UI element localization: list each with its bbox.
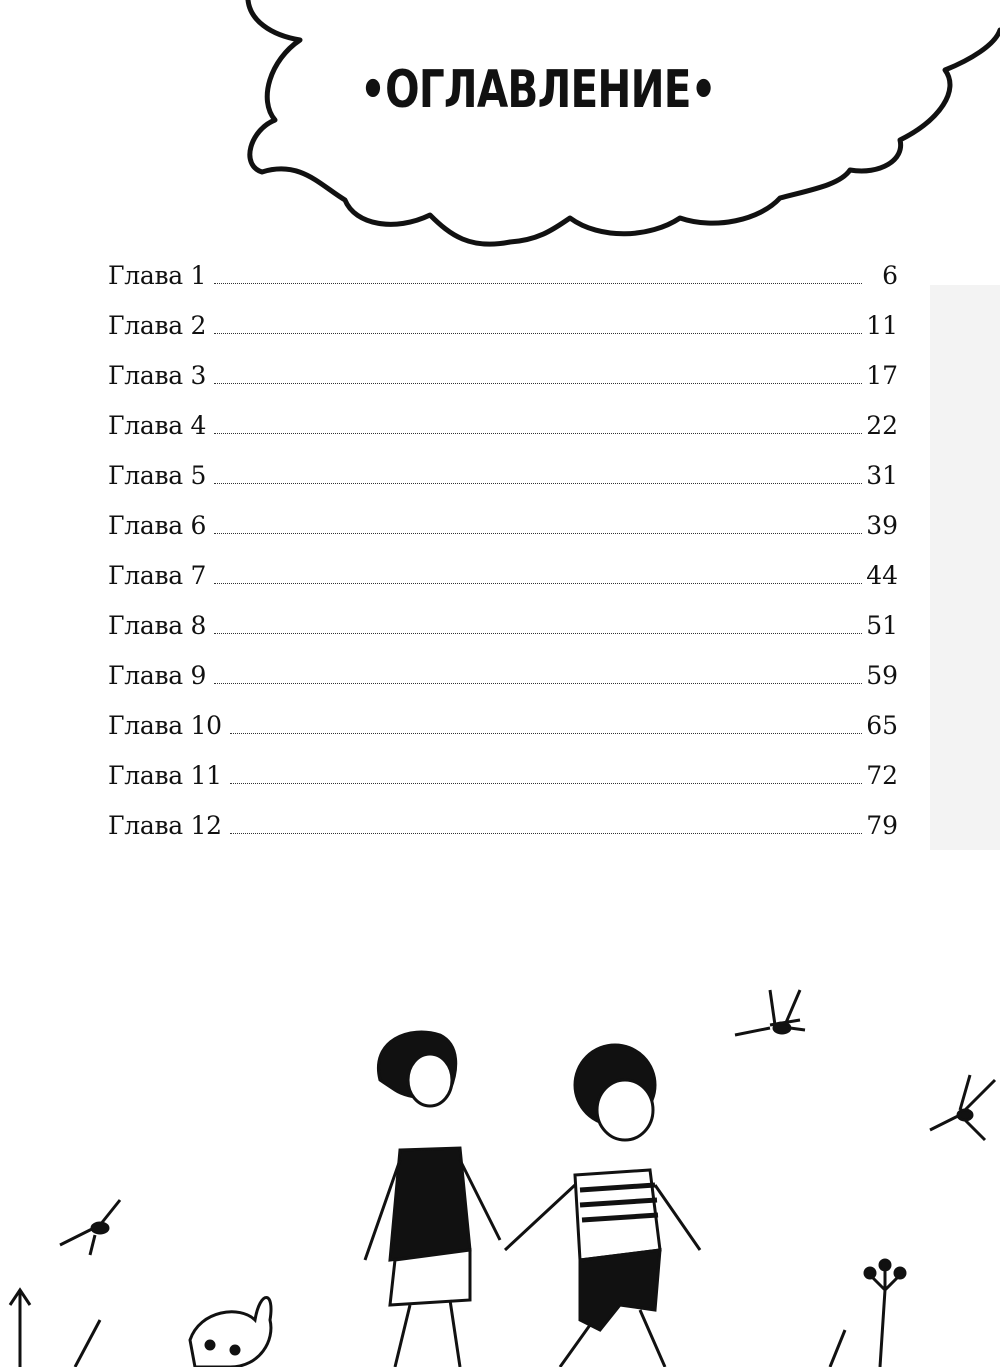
- dot-leader: [230, 833, 862, 834]
- chapter-label: Глава 7: [108, 560, 207, 590]
- page-number: 59: [866, 660, 898, 690]
- hen-figure: [190, 1298, 271, 1367]
- chapter-label: Глава 6: [108, 510, 207, 540]
- dot-leader: [214, 283, 862, 284]
- chapter-label: Глава 5: [108, 460, 207, 490]
- dragonfly-icon: [735, 990, 805, 1035]
- dot-leader: [230, 783, 862, 784]
- dragonfly-icon: [60, 1200, 120, 1255]
- cloud-illustration: [0, 0, 1000, 260]
- chapter-label: Глава 11: [108, 760, 222, 790]
- dot-leader: [214, 633, 862, 634]
- boy-figure: [505, 1045, 700, 1367]
- toc-entry[interactable]: [108, 750, 898, 800]
- page-number: 17: [866, 360, 898, 390]
- toc-entry[interactable]: [108, 550, 898, 600]
- dot-leader: [214, 383, 862, 384]
- dot-leader: [214, 683, 862, 684]
- toc-entry[interactable]: [108, 800, 898, 850]
- page-number: 39: [866, 510, 898, 540]
- chapter-label: Глава 9: [108, 660, 207, 690]
- page-number: 6: [882, 260, 898, 290]
- chapter-label: Глава 10: [108, 710, 222, 740]
- children-walking-illustration: [0, 960, 1000, 1367]
- dot-leader: [214, 583, 862, 584]
- page-number: 72: [866, 760, 898, 790]
- toc-entry[interactable]: [108, 450, 898, 500]
- toc-entry[interactable]: [108, 250, 898, 300]
- toc-entry[interactable]: [108, 400, 898, 450]
- dot-leader: [214, 433, 862, 434]
- chapter-label: Глава 12: [108, 810, 222, 840]
- chapter-label: Глава 2: [108, 310, 207, 340]
- page-number: 11: [866, 310, 898, 340]
- page-number: 51: [866, 610, 898, 640]
- chapter-label: Глава 8: [108, 610, 207, 640]
- dot-leader: [214, 533, 862, 534]
- chapter-label: Глава 3: [108, 360, 207, 390]
- page-number: 31: [866, 460, 898, 490]
- dot-leader: [214, 483, 862, 484]
- toc-entry[interactable]: [108, 650, 898, 700]
- chapter-label: Глава 1: [108, 260, 207, 290]
- chapter-label: Глава 4: [108, 410, 207, 440]
- table-of-contents: [108, 250, 898, 850]
- toc-entry[interactable]: [108, 300, 898, 350]
- toc-entry[interactable]: [108, 700, 898, 750]
- dot-leader: [214, 333, 862, 334]
- page-edge-shade: [930, 285, 1000, 850]
- dot-leader: [230, 733, 862, 734]
- page-number: 22: [866, 410, 898, 440]
- toc-entry[interactable]: [108, 600, 898, 650]
- dragonfly-icon: [930, 1075, 995, 1140]
- page-title: •ОГЛАВЛЕНИЕ•: [360, 60, 716, 120]
- page-number: 79: [866, 810, 898, 840]
- page-number: 44: [866, 560, 898, 590]
- toc-entry[interactable]: [108, 350, 898, 400]
- girl-figure: [365, 1032, 500, 1367]
- toc-entry[interactable]: [108, 500, 898, 550]
- page-number: 65: [866, 710, 898, 740]
